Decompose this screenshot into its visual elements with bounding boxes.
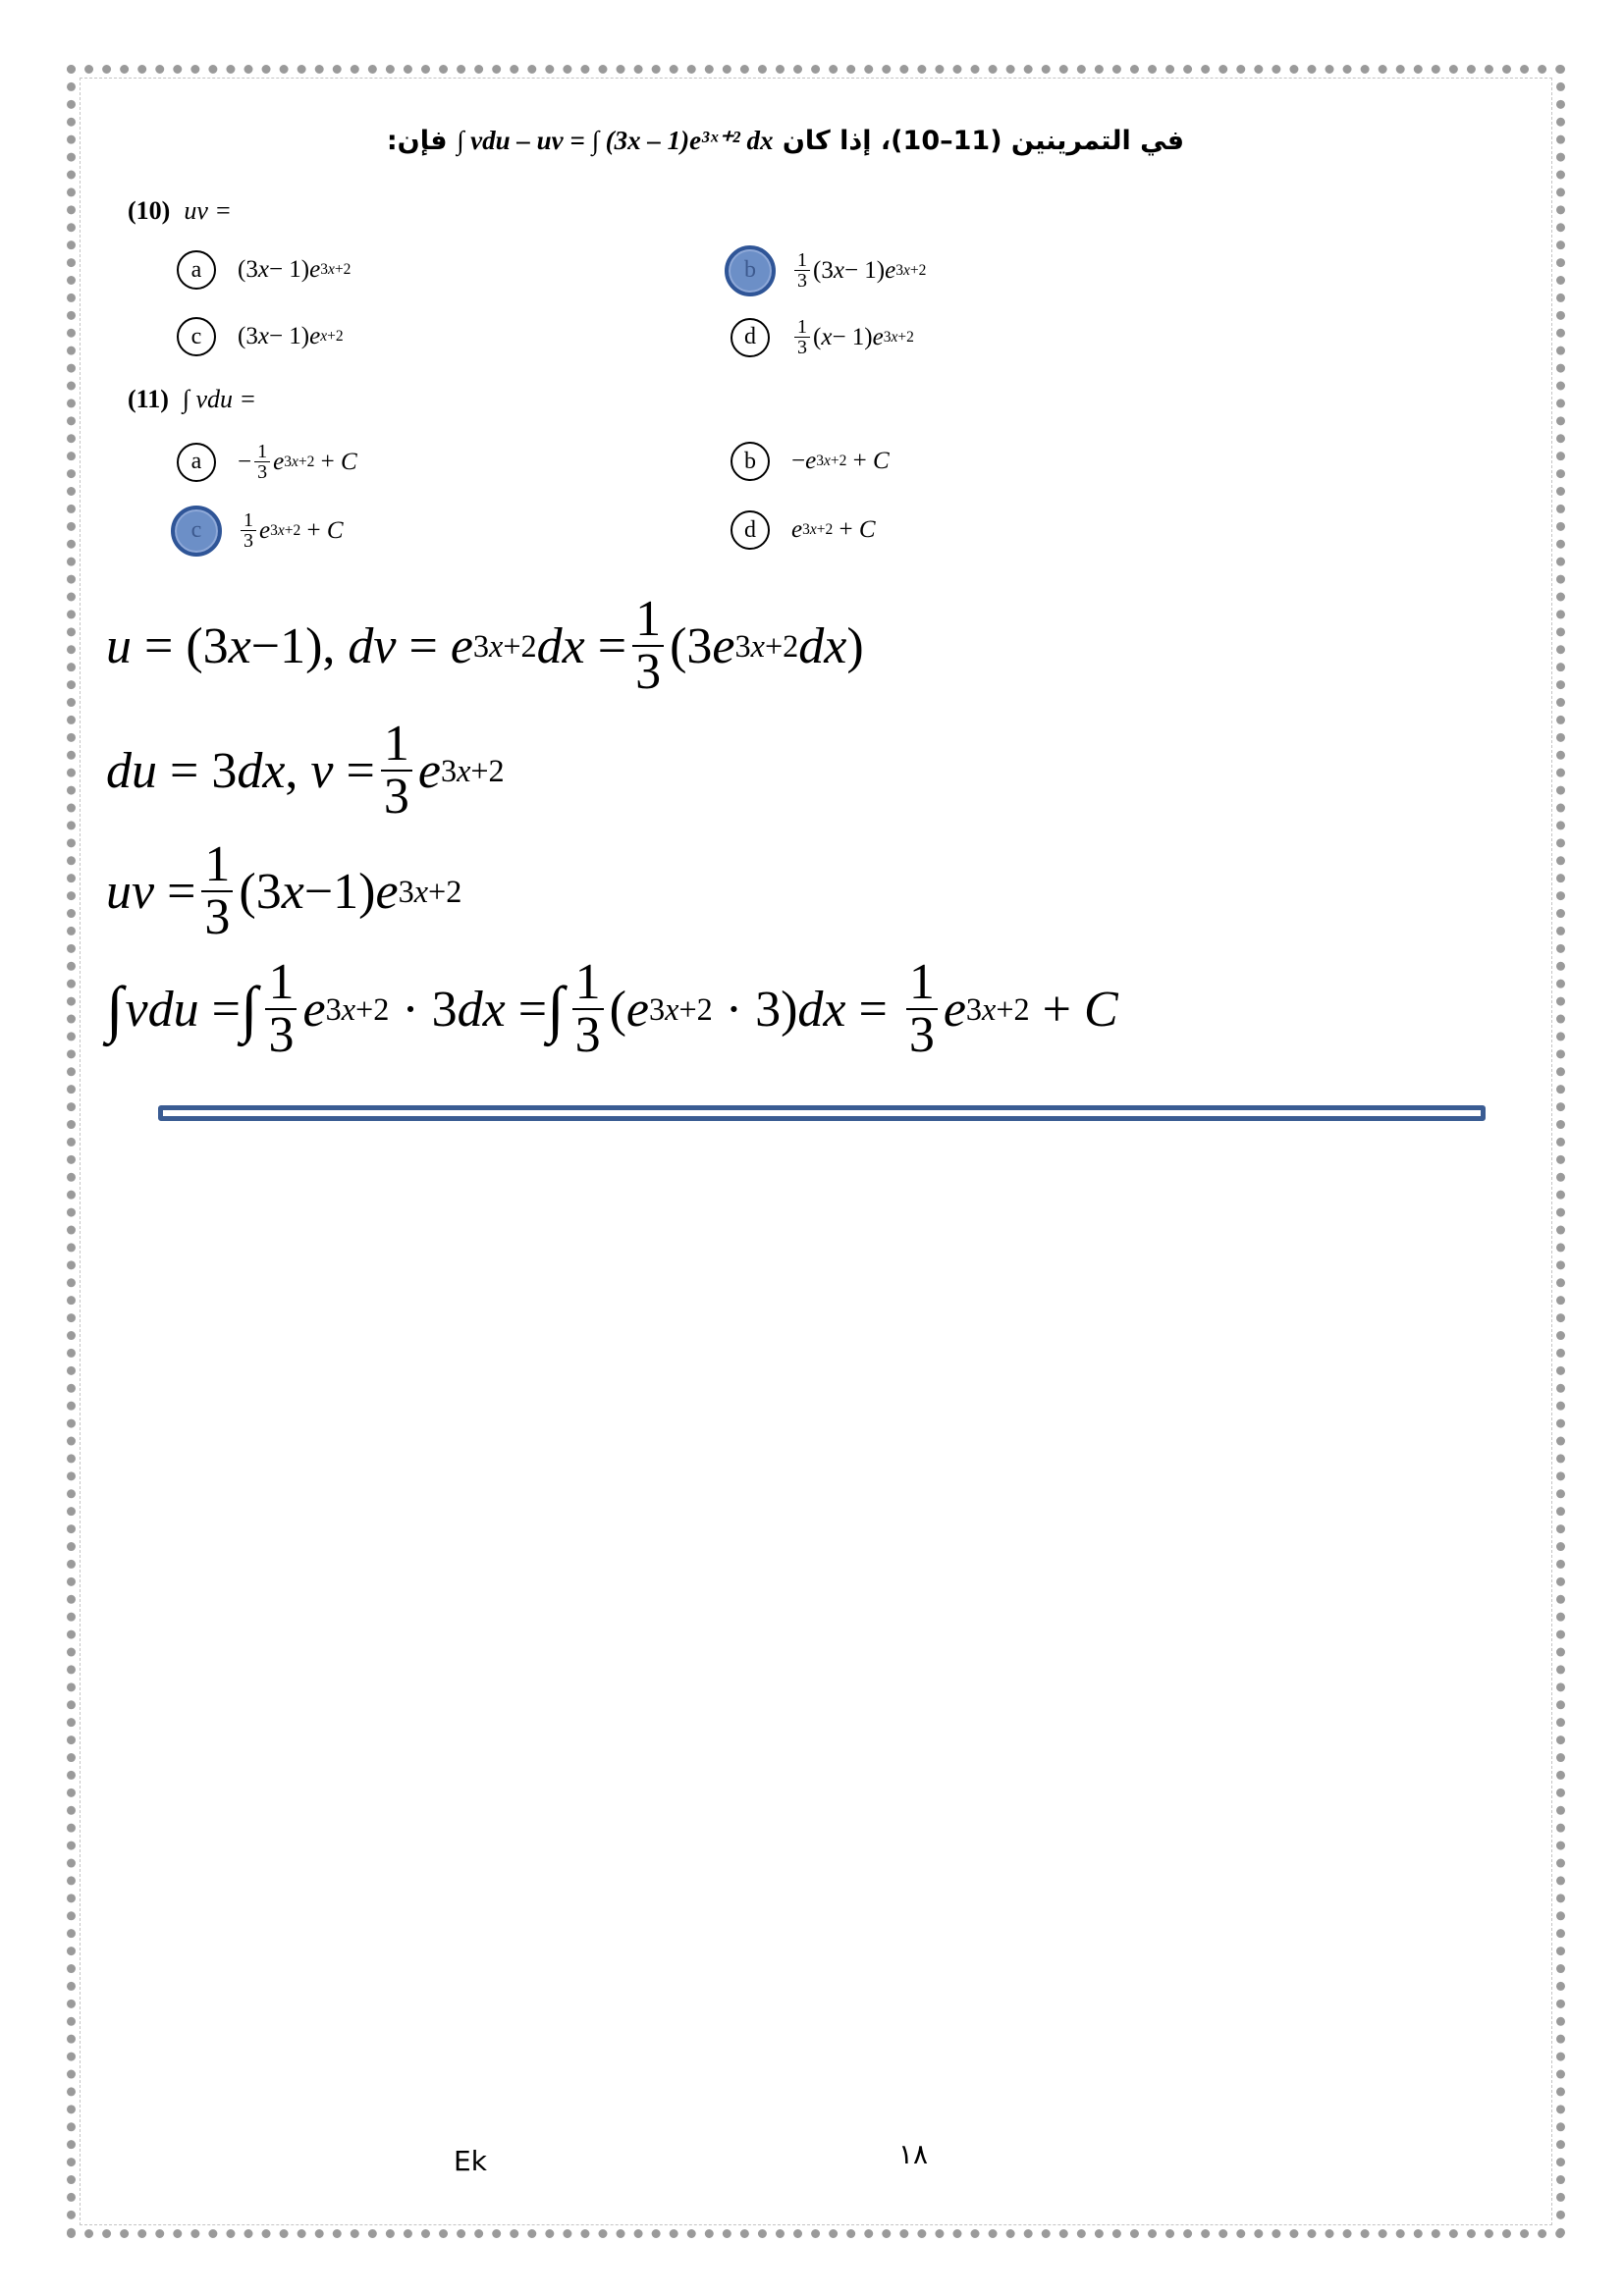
q10-option-c-expr: (3 x − 1) e x+2	[238, 323, 344, 349]
q10-option-d-expr: $\frac{1}{3}$ ( x − 1) e 3x+2	[791, 317, 914, 357]
q11-option-c-circle[interactable]: c	[171, 506, 222, 557]
question-10-prompt: uv =	[184, 196, 232, 225]
q10-option-a[interactable]	[177, 250, 351, 290]
q10-option-d[interactable]	[731, 317, 914, 357]
q11-option-d-expr: e 3x+2 + C	[791, 516, 876, 543]
q10-option-a-expr: (3 x − 1) e 3x+2	[238, 256, 352, 283]
q11-option-a-expr: − $\frac{1}{3}$ e 3x+2 + C	[238, 441, 357, 483]
heading-intro: في التمرينين (11–10)، إذا كان	[782, 126, 1185, 156]
question-10-label	[128, 196, 232, 226]
page-border	[67, 65, 1565, 2238]
question-11-number: (11)	[128, 385, 169, 413]
solution-line-1: u = (3 x −1), dv = e 3x+2 dx = $\frac{1}{3}$ (3 e 3x+2 dx )	[106, 591, 864, 700]
solution-line-3: uv = $\frac{1}{3}$ (3 x −1) e 3x+2	[106, 836, 462, 945]
q11-option-d[interactable]	[731, 510, 876, 550]
q11-option-c-expr: $\frac{1}{3}$ e 3x+2 + C	[238, 510, 344, 551]
q10-option-a-circle[interactable]: a	[177, 250, 216, 290]
q11-option-b-expr: − e 3x+2 + C	[791, 448, 890, 474]
question-10-number: (10)	[128, 196, 171, 225]
footer-author: Ek	[454, 2145, 487, 2177]
question-11-prompt: ∫ vdu =	[182, 385, 257, 413]
section-divider	[158, 1105, 1486, 1121]
q10-option-b[interactable]	[731, 250, 926, 291]
solution-line-2: du = 3 dx , v = $\frac{1}{3}$ e 3x+2	[106, 716, 505, 825]
heading-end: فإن:	[386, 126, 448, 156]
heading-math: ∫ vdu – uv = ∫ (3x – 1)e³ˣ⁺² dx	[456, 126, 774, 155]
q10-option-d-circle[interactable]: d	[731, 318, 770, 357]
question-11-label	[128, 385, 256, 414]
solution-line-4: ∫ vdu = ∫ $\frac{1}{3}$ e 3x+2 · 3 dx = ∫ $\frac{1}{3}$ ( e 3x+2 · 3) dx = $\frac{1}{3}$ e 3x+2 + C	[106, 954, 1118, 1063]
q11-option-b-circle[interactable]: b	[731, 442, 770, 481]
q11-option-a-circle[interactable]: a	[177, 443, 216, 482]
instruction-heading	[295, 126, 1276, 156]
q11-option-a[interactable]	[177, 442, 357, 482]
q10-option-c[interactable]	[177, 317, 344, 356]
q11-option-d-circle[interactable]: d	[731, 510, 770, 550]
q10-option-c-circle[interactable]: c	[177, 317, 216, 356]
page-number: ١٨	[898, 2138, 929, 2170]
q10-option-b-circle[interactable]: b	[725, 245, 776, 296]
q11-option-c[interactable]	[177, 510, 344, 551]
q11-option-b[interactable]	[731, 442, 890, 481]
q10-option-b-expr: $\frac{1}{3}$ (3 x − 1) e 3x+2	[791, 250, 926, 291]
